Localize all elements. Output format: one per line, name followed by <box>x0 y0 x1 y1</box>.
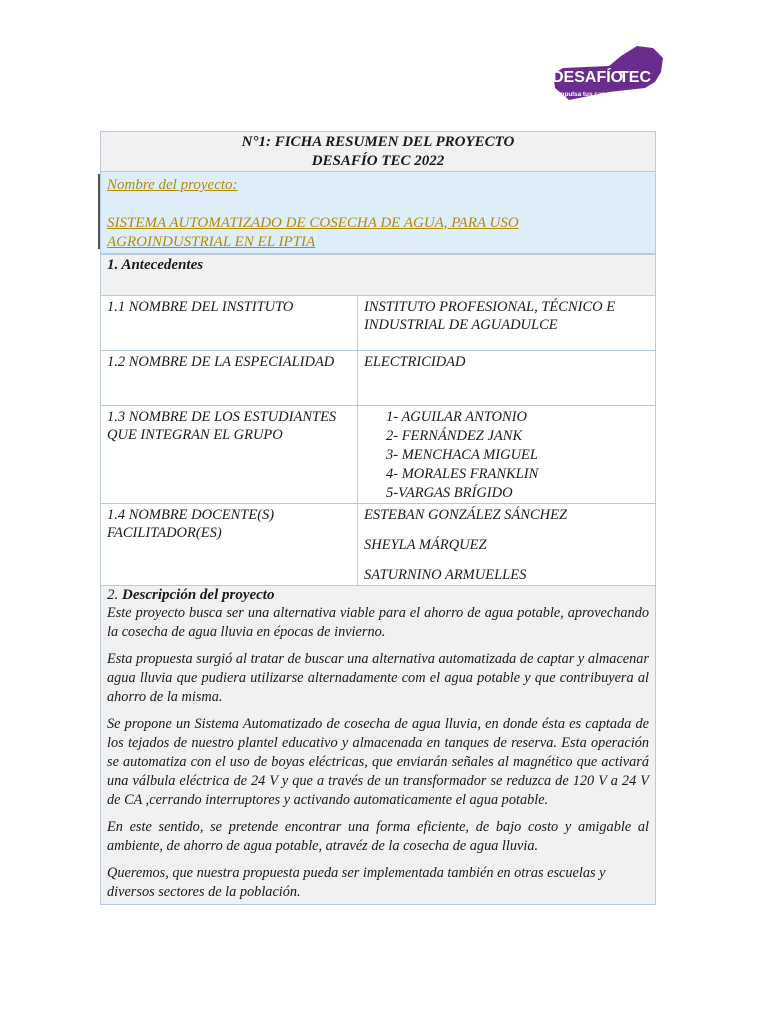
table-row <box>101 296 656 351</box>
project-name-section <box>101 172 656 255</box>
sheet-title-line2: DESAFÍO TEC 2022 <box>311 153 445 169</box>
table-row <box>101 406 656 504</box>
logo-word-desafio: DESAFÍO <box>552 69 624 86</box>
table-row <box>101 504 656 586</box>
row-label: 1.1 NOMBRE DEL INSTITUTO <box>101 296 358 351</box>
sheet-title <box>101 132 656 172</box>
antecedentes-heading-text: 1. Antecedentes <box>107 257 204 273</box>
logo-word-tec: TEC <box>619 69 651 86</box>
project-name-label: Nombre del proyecto: <box>107 177 238 193</box>
row-value: ELECTRICIDAD <box>358 351 656 406</box>
antecedentes-heading <box>101 254 656 296</box>
list-item: 3- MENCHACA MIGUEL <box>386 447 538 463</box>
table-row <box>101 351 656 406</box>
row-value: INSTITUTO PROFESIONAL, TÉCNICO E INDUSTRIAL DE AGUADULCE <box>358 296 656 351</box>
description-paragraph: En este sentido, se pretende encontrar una forma eficiente, de bajo costo y amigable al ambiente, de ahorro de agua potable, atravéz de la cosecha de agua lluvia. <box>107 819 649 854</box>
margin-marker <box>98 174 100 249</box>
desafio-tec-logo <box>549 44 665 102</box>
description-paragraph: Esta propuesta surgió al tratar de buscar una alternativa automatizada de captar y almacenar agua lluvia que pudiera utilizarse alternadamente com el agua potable y que contribuyera al ahorro de la misma. <box>107 651 649 705</box>
list-item: 4- MORALES FRANKLIN <box>386 466 539 482</box>
row-label: 1.3 NOMBRE DE LOS ESTUDIANTES QUE INTEGRAN EL GRUPO <box>101 406 358 504</box>
sheet-title-line1: N°1: FICHA RESUMEN DEL PROYECTO <box>241 134 515 150</box>
project-summary-table <box>100 131 656 905</box>
list-item: SATURNINO ARMUELLES <box>364 567 527 583</box>
project-name-line1: SISTEMA AUTOMATIZADO DE COSECHA DE AGUA, PARA USO <box>107 215 519 231</box>
logo-tagline: Impulsa tus capacidades <box>557 91 633 98</box>
row-label: 1.2 NOMBRE DE LA ESPECIALIDAD <box>101 351 358 406</box>
list-item: 1- AGUILAR ANTONIO <box>386 409 527 425</box>
description-paragraph: Queremos, que nuestra propuesta pueda ser implementada también en otras escuelas y diversos sectores de la población. <box>107 865 606 900</box>
list-item: 5-VARGAS BRÍGIDO <box>386 485 513 501</box>
description-heading <box>107 587 649 604</box>
list-item: SHEYLA MÁRQUEZ <box>364 537 487 553</box>
description-section <box>101 586 656 905</box>
list-item: 2- FERNÁNDEZ JANK <box>386 428 523 444</box>
description-paragraph: Este proyecto busca ser una alternativa viable para el ahorro de agua potable, aprovechando la cosecha de agua lluvia en épocas de invierno. <box>107 605 649 640</box>
description-title: Descripción del proyecto <box>122 587 275 603</box>
docentes-list <box>358 504 656 586</box>
students-list <box>358 406 656 504</box>
row-label: 1.4 NOMBRE DOCENTE(S) FACILITADOR(ES) <box>101 504 358 586</box>
description-number: 2. <box>107 587 119 603</box>
list-item: ESTEBAN GONZÁLEZ SÁNCHEZ <box>364 507 568 523</box>
project-name-line2: AGROINDUSTRIAL EN EL IPTIA <box>107 234 316 250</box>
description-paragraph: Se propone un Sistema Automatizado de cosecha de agua lluvia, en donde ésta es captada de los tejados de nuestro plantel educativo y almacenada en tanques de reserva. Esta operación se automatiza con el uso de boyas eléctricas, que enviarán señales al magnético que activará una válbula eléctrica de 24 V y que a través de un transformador se reduzca de 120 V a 24 V de CA ,cerrando interruptores y activando automaticamente el agua potable. <box>107 716 649 808</box>
